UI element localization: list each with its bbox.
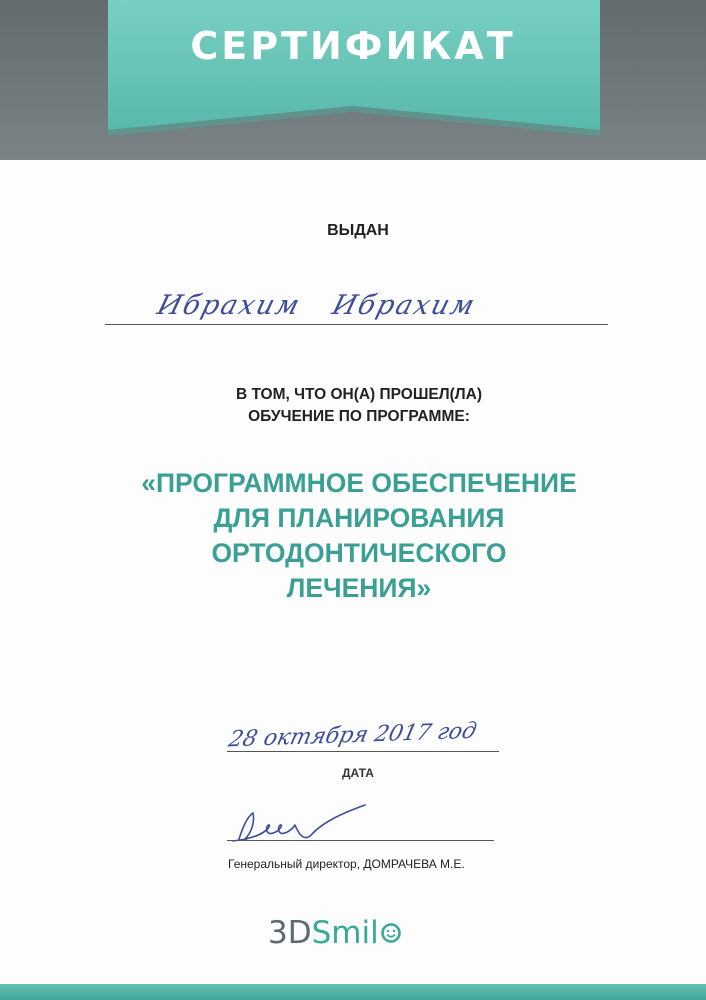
date-line <box>227 751 499 752</box>
logo-smile: Smil <box>311 915 379 951</box>
smile-face-icon <box>380 922 402 944</box>
recipient-name: Ибрахим Ибрахим <box>153 290 480 321</box>
statement-line: ОБУЧЕНИЕ ПО ПРОГРАММЕ: <box>248 408 470 425</box>
recipient-line <box>105 324 608 325</box>
director-title: Генеральный директор, ДОМРАЧЕВА М.Е. <box>228 857 465 871</box>
signature-line <box>227 840 494 841</box>
statement-text <box>0 384 706 428</box>
date-value: 28 октября 2017 год <box>226 718 479 753</box>
certificate-title: СЕРТИФИКАТ <box>190 24 516 68</box>
issued-label: ВЫДАН <box>327 222 389 239</box>
logo-3d: 3D <box>268 915 312 951</box>
program-line: «ПРОГРАММНОЕ ОБЕСПЕЧЕНИЕ <box>141 468 577 498</box>
program-title <box>0 466 706 606</box>
statement-line: В ТОМ, ЧТО ОН(А) ПРОШЕЛ(ЛА) <box>235 386 483 403</box>
program-line: ЛЕЧЕНИЯ» <box>286 573 432 603</box>
date-label: ДАТА <box>342 766 374 780</box>
program-line: ОРТОДОНТИЧЕСКОГО <box>211 538 507 568</box>
brand-logo <box>268 915 402 951</box>
program-line: ДЛЯ ПЛАНИРОВАНИЯ <box>213 503 505 533</box>
bottom-strip <box>0 984 706 1000</box>
